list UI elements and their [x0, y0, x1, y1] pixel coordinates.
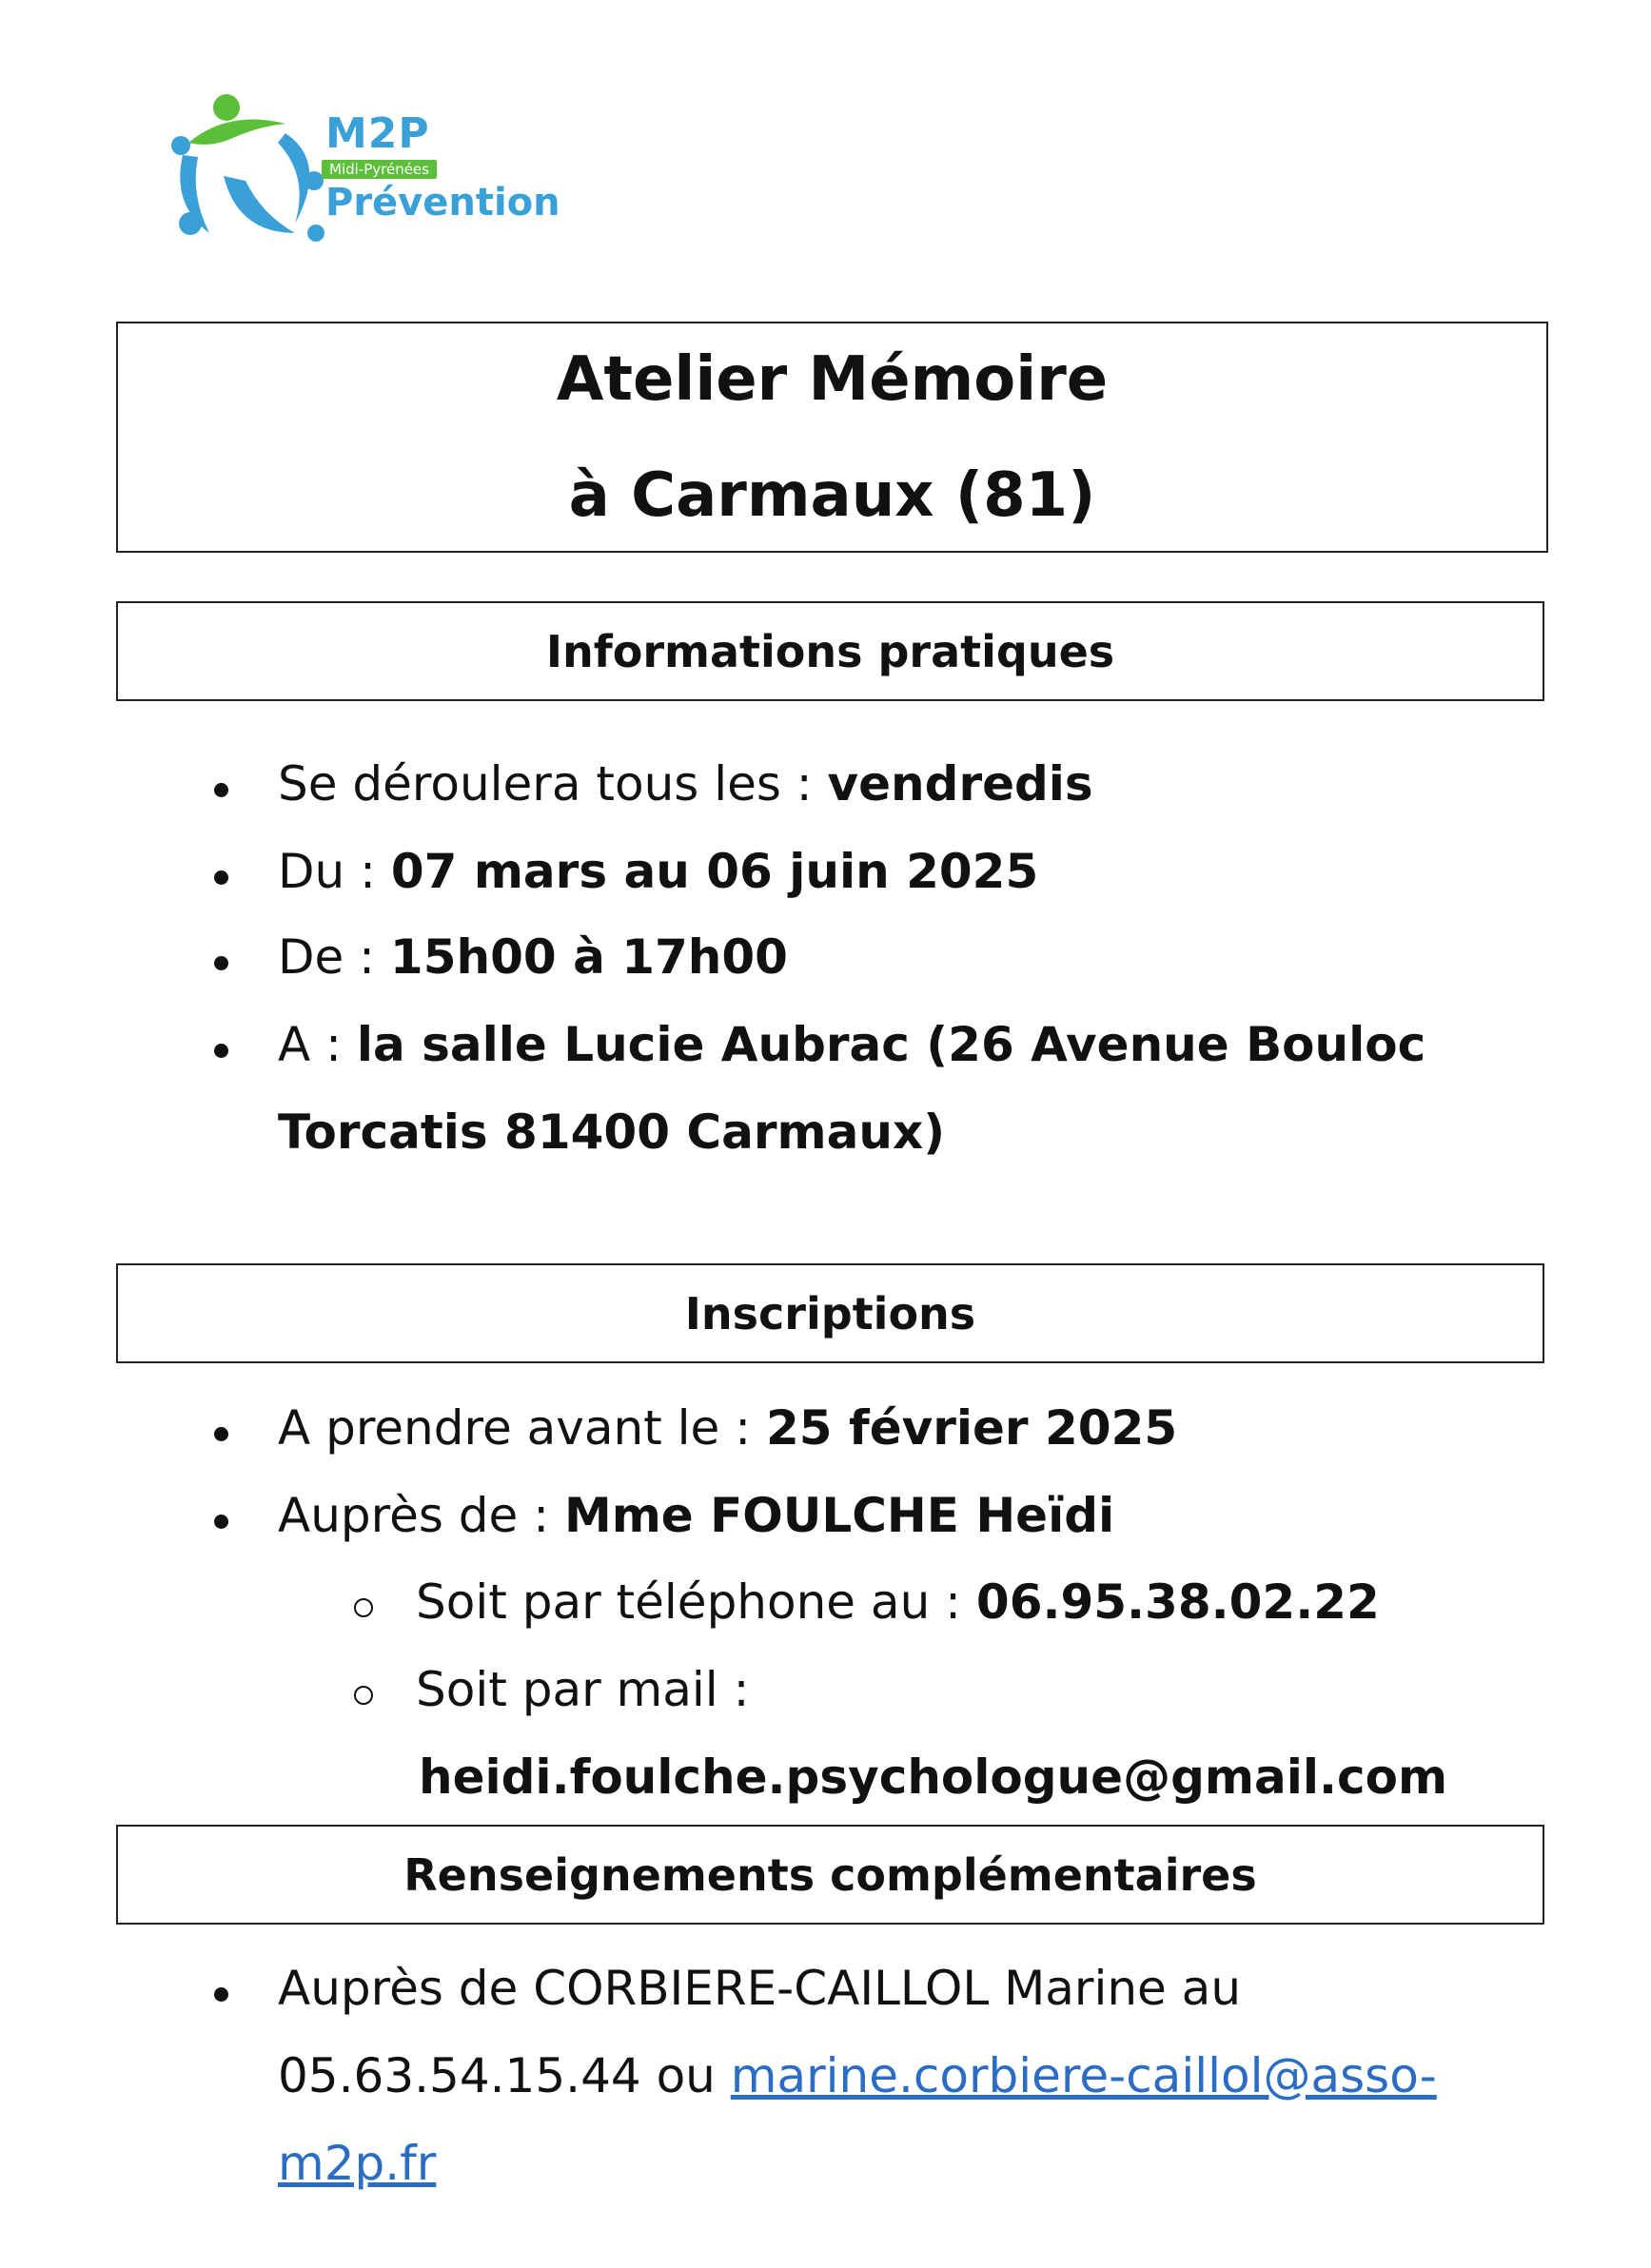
inscription-value: 25 février 2025 [765, 1400, 1178, 1456]
info-value: 07 mars au 06 juin 2025 [390, 844, 1039, 899]
bullet-icon [214, 870, 228, 885]
contact-mail-value [419, 1749, 1447, 1806]
renseignements-line [278, 1960, 1241, 2017]
bullet-icon [214, 1044, 228, 1058]
circle-bullet-icon [354, 1598, 373, 1617]
info-item [278, 843, 1038, 900]
info-value: Torcatis 81400 Carmaux) [278, 1105, 946, 1160]
email-link-continuation[interactable]: m2p.fr [278, 2136, 437, 2191]
inscription-item [278, 1487, 1114, 1544]
info-item [278, 929, 788, 986]
inscription-label: A prendre avant le : [278, 1400, 766, 1456]
renseignements-contact [278, 2047, 1437, 2104]
m2p-people-icon [171, 90, 333, 262]
contact-label: Soit par mail : [416, 1662, 750, 1717]
page-title: Atelier Mémoire [556, 343, 1109, 415]
info-label: A : [278, 1017, 357, 1072]
bullet-icon [214, 1515, 228, 1529]
info-label: Du : [278, 844, 391, 899]
info-value: 15h00 à 17h00 [389, 929, 788, 985]
logo-region: Midi-Pyrénées [322, 160, 437, 179]
info-value: la salle Lucie Aubrac (26 Avenue Bouloc [356, 1017, 1426, 1072]
email-link[interactable]: marine.corbiere-caillol@asso- [730, 2048, 1437, 2103]
page-subtitle: à Carmaux (81) [568, 459, 1096, 531]
renseignements-heading: Renseignements complémentaires [403, 1848, 1257, 1901]
info-label: De : [278, 929, 390, 985]
renseignements-text: Auprès de CORBIERE-CAILLOL Marine au [278, 1961, 1242, 2016]
bullet-icon [214, 1427, 228, 1441]
contact-label: Soit par téléphone au : [416, 1574, 976, 1630]
renseignements-heading-box [116, 1825, 1544, 1925]
info-label: Se déroulera tous les : [278, 756, 828, 811]
inscriptions-heading: Inscriptions [684, 1287, 976, 1339]
bullet-icon [214, 783, 228, 797]
circle-bullet-icon [354, 1686, 373, 1705]
m2p-logo [171, 90, 571, 262]
bullet-icon [214, 956, 228, 970]
logo-name: M2P [325, 109, 430, 158]
renseignements-contact-cont [278, 2135, 436, 2192]
inscription-item [278, 1399, 1177, 1457]
info-item [278, 755, 1093, 812]
contact-phone-item [416, 1574, 1380, 1631]
bullet-icon [214, 1987, 228, 2002]
contact-mail-item [416, 1661, 749, 1718]
logo-tagline: Prévention [325, 181, 560, 225]
info-heading: Informations pratiques [545, 625, 1115, 677]
contact-email: heidi.foulche.psychologue@gmail.com [419, 1750, 1448, 1805]
info-value: vendredis [827, 756, 1093, 811]
info-item-continuation [278, 1104, 945, 1161]
contact-phone: 06.95.38.02.22 [975, 1574, 1380, 1630]
inscriptions-heading-box [116, 1263, 1544, 1363]
renseignements-phone: 05.63.54.15.44 ou [278, 2048, 731, 2103]
inscription-value: Mme FOULCHE Heïdi [563, 1488, 1115, 1543]
inscription-label: Auprès de : [278, 1488, 564, 1543]
info-heading-box [116, 601, 1544, 701]
title-box [116, 322, 1548, 553]
info-item [278, 1016, 1425, 1073]
